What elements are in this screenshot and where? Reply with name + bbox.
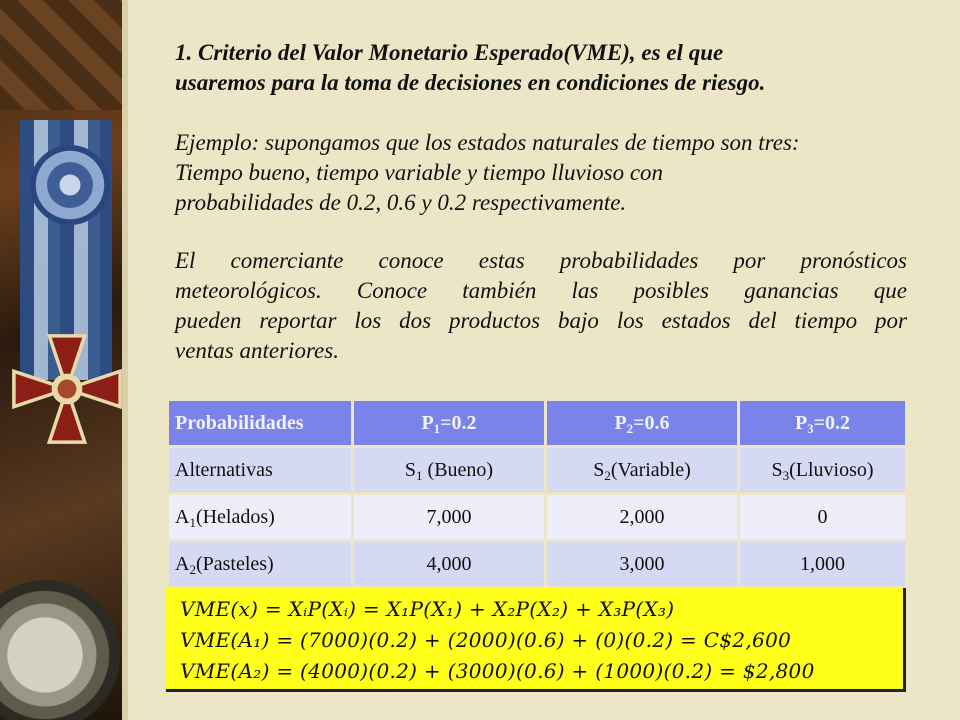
formula-vme-general: VME(x) = XᵢP(Xᵢ) = X₁P(X₁) + X₂P(X₂) + X₃P(X₃) — [180, 597, 675, 621]
compass-icon — [0, 580, 120, 720]
cell-a2-s3: 1,000 — [740, 542, 905, 586]
merchant-line-4: ventas anteriores. — [175, 338, 339, 363]
formula-vme-a2: VME(A₂) = (4000)(0.2) + (3000)(0.6) + (1000)(0.2) = $2,800 — [180, 659, 815, 683]
alternative-a2: $A_2(Pasteles)$ — [169, 542, 351, 586]
table-row — [169, 448, 905, 492]
merchant-line-3: pueden reportar los dos productos bajo los estados del tiempo por — [175, 308, 907, 333]
header-probabilities: Probabilidades — [169, 401, 351, 445]
ribbon-rosette — [30, 145, 110, 225]
table-row — [169, 495, 905, 539]
example-line-3: probabilidades de 0.2, 0.6 y 0.2 respectivamente. — [175, 190, 627, 215]
state-s3: $S_3(Lluvioso)$ — [740, 448, 905, 492]
photo-edge — [122, 0, 128, 720]
cell-a1-s3: 0 — [740, 495, 905, 539]
cell-a2-s1: 4,000 — [354, 542, 544, 586]
alternatives-label: Alternativas — [169, 448, 351, 492]
cell-a1-s1: 7,000 — [354, 495, 544, 539]
maltese-cross-icon — [8, 330, 126, 448]
formula-vme-a1: VME(A₁) = (7000)(0.2) + (2000)(0.6) + (0)(0.2) = C$2,600 — [180, 628, 792, 652]
leather-texture — [0, 0, 128, 110]
header-p1: $P_1=0.2$ — [354, 401, 544, 445]
alternative-a1: $A_1(Helados)$ — [169, 495, 351, 539]
merchant-paragraph — [175, 246, 907, 366]
cell-a2-s2: 3,000 — [547, 542, 737, 586]
heading-line-1: 1. Criterio del Valor Monetario Esperado(VME), es el que — [175, 40, 724, 65]
table-header-row — [169, 401, 905, 445]
merchant-line-1: El comerciante conoce estas probabilidades por pronósticos — [175, 248, 907, 273]
cell-a1-s2: 2,000 — [547, 495, 737, 539]
payoff-table — [166, 398, 908, 589]
merchant-line-2: meteorológicos. Conoce también las posibles ganancias que — [175, 278, 907, 303]
example-line-1: Ejemplo: supongamos que los estados naturales de tiempo son tres: — [175, 130, 800, 155]
decorative-medal-photo — [0, 0, 128, 720]
table-row — [169, 542, 905, 586]
formula-box — [166, 588, 906, 692]
header-p3: $P_3=0.2$ — [740, 401, 905, 445]
state-s1: $S_1$ (Bueno) — [354, 448, 544, 492]
state-s2: $S_2(Variable)$ — [547, 448, 737, 492]
heading — [175, 38, 907, 98]
heading-line-2: usaremos para la toma de decisiones en condiciones de riesgo. — [175, 70, 766, 95]
header-p2: $P_2=0.6$ — [547, 401, 737, 445]
slide-text — [175, 38, 907, 366]
example-line-2: Tiempo bueno, tiempo variable y tiempo lluvioso con — [175, 160, 664, 185]
example-paragraph — [175, 128, 907, 218]
